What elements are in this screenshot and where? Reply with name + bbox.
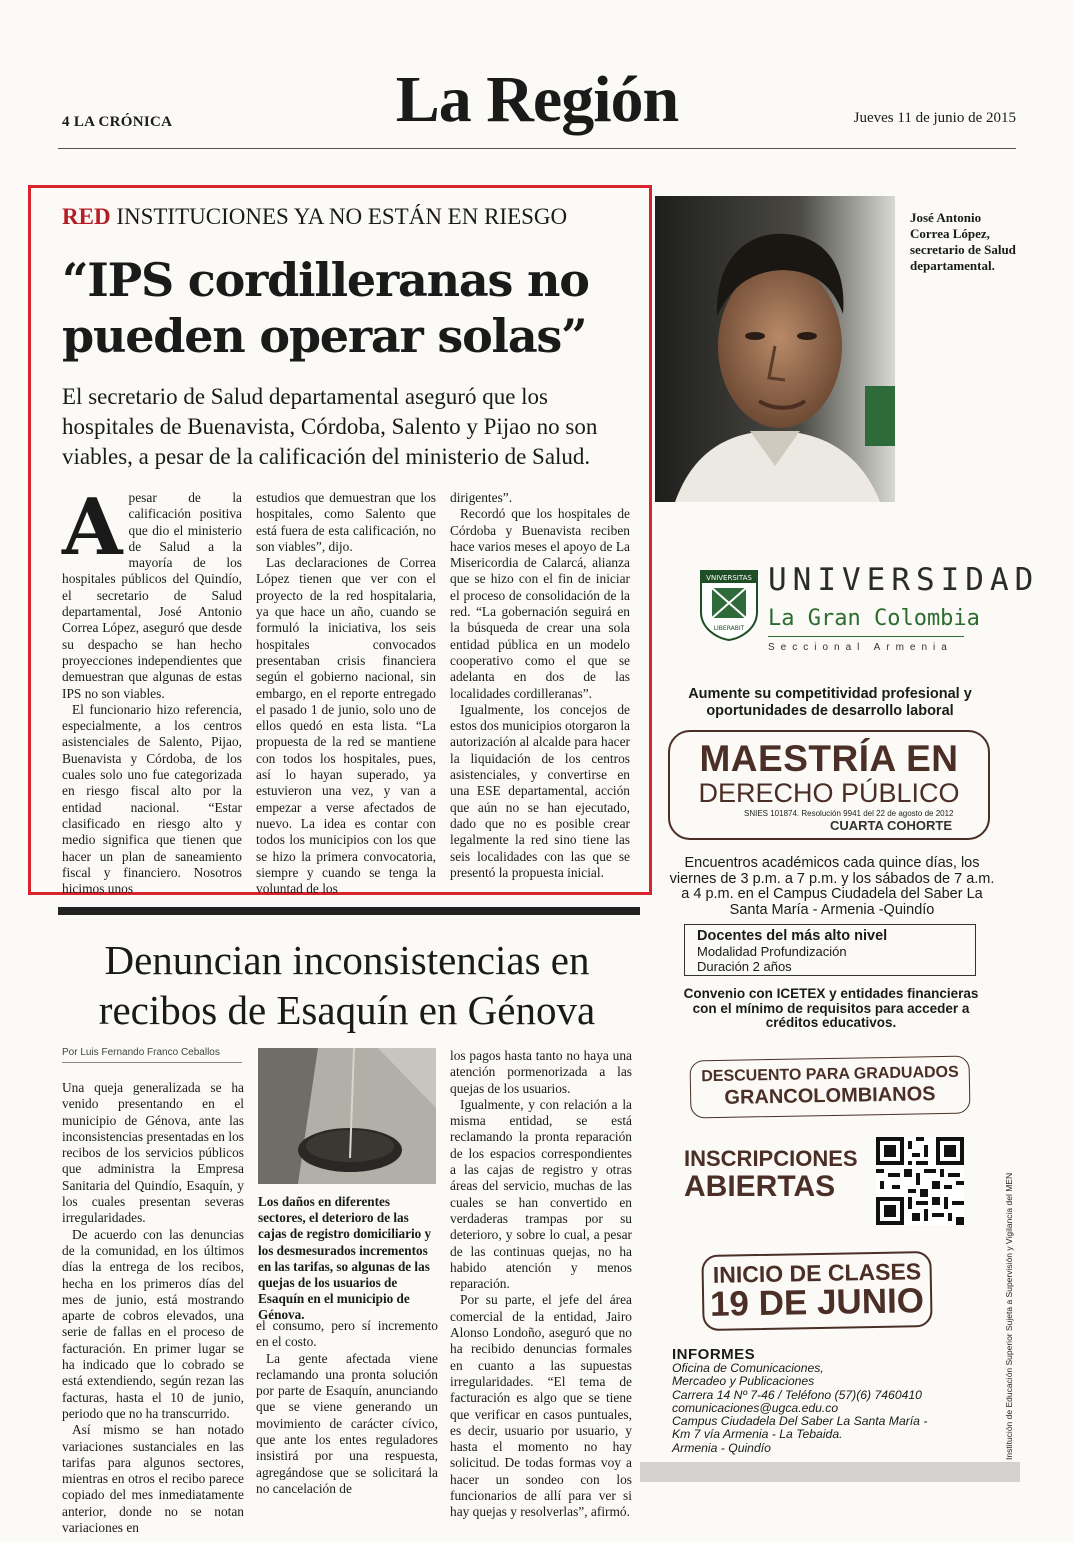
paragraph: pesar de la calificación positiva que dio el ministerio de Salud a la mayoría de los hospitales públicos del Quindío, el secretario de Salud departamental, José Antonio Correa López, aseguró que desde su despacho se han hecho proyecciones independientes que demuestran que algunas de estas IPS no son viables.: [62, 490, 242, 701]
university-shield-icon: [698, 568, 760, 642]
duration: Duración 2 años: [697, 958, 792, 974]
contact-line: Armenia - Quindío: [672, 1440, 771, 1455]
ad-lead: Aumente su competitividad profesional y oportunidades de desarrollo laboral: [688, 686, 972, 719]
university-rule: [768, 636, 964, 637]
paragraph: La gente afectada viene reclamando una pronta solución por parte de Esaquín, anunciando que se viene generando un movimiento de carácter cívico, que ante los entes reguladores insistirá por una respuesta, agregándose que se solicitará la no cancelación de: [256, 1350, 438, 1496]
schedule-text: Encuentros académicos cada quince días, los viernes de 3 p.m. a 7 p.m. y los sábados de 7 a.m. a 4 p.m. en el Campus Ciudadela del Saber La Santa María - Armenia -Quindío: [669, 855, 995, 918]
header-rule: [58, 148, 1016, 149]
issue-date: Jueves 11 de junio de 2015: [853, 110, 1016, 126]
faculty-title: Docentes del más alto nivel: [697, 928, 888, 944]
cohort-label: CUARTA COHORTE: [830, 818, 953, 833]
section-title: La Región: [395, 63, 679, 136]
contact-line: Campus Ciudadela Del Saber La Santa María -: [672, 1414, 928, 1429]
paragraph: los pagos hasta tanto no haya una atención pormenorizada a las quejas de los usuarios.: [450, 1048, 632, 1096]
article-column-1: [62, 1080, 244, 1536]
paragraph: Las declaraciones de Correa López tienen que ver con el proyecto de la red hospitalaria, ya que hace un año, cuando se formuló la iniciativa, los seis hospitales convocados presentaban crisis financiera según el gobierno nacional, sin embargo, en el reporte entregado el pasado 1 de junio, solo uno de ellos quedó en esta lista. “La propuesta de la red se mantiene con todos los hospitales, pues, así lo hayan superado, ya estuvieron una vez, y van a empezar a verse afectados de nuevo. La idea es contar con todos los municipios con los que se hizo la primera convocatoria, siempre y cuando se tenga la voluntad de los: [256, 555, 436, 897]
drop-cap: A: [62, 482, 123, 573]
shield-bottom-text: LIBERABIT: [713, 625, 745, 632]
shield-top-text: VNIVERSITAS: [706, 574, 752, 582]
snies-note: SNIES 101874. Resolución 9941 del 22 de agosto de 2012: [744, 809, 954, 818]
enrollment-line-2: ABIERTAS: [684, 1170, 836, 1203]
paragraph: El funcionario hizo referencia, especialmente, a los centros asistenciales de Salento, Pijao, Buenavista y Córdoba, de los cuales solo uno fue categorizada en riesgo fiscal alto por la entidad nacional. “Estar clasificado en riesgo alto y medio significa que tienen que hacer un plan de saneamiento fiscal y financiero. Nosotros hicimos unos: [62, 701, 242, 897]
bottom-band: [640, 1462, 1020, 1482]
portrait-photo: [655, 196, 895, 502]
program-line-2: DERECHO PÚBLICO: [698, 778, 960, 808]
paragraph: De acuerdo con las denuncias de la comunidad, en los últimos días la entrega de los recibos, hecha en los primeros días del mes de junio, está mostrando aparte de cobros elevados, una serie de fallas en el proceso de facturación. En primer lugar se ha indicado que lo cobrado se está extendiendo, según rezan las facturas, hasta el 10 de junio, periodo que no ha transcurrido.: [62, 1226, 244, 1421]
portrait-illustration: [655, 196, 895, 502]
paragraph: estudios que demuestran que los hospitales, como Salento que está fuera de esta calificación, no son viables”, dijo.: [256, 490, 436, 554]
paragraph: Una queja generalizada se ha venido presentando en el municipio de Génova, ante las inconsistencias presentadas en los recibos de los servicios públicos que administra la Empresa Sanitaria del Quindío, Esaquín, y los cuales presentan severas irregularidades.: [62, 1080, 244, 1226]
street-photo: [258, 1048, 436, 1184]
photo-caption: Los daños en diferentes sectores, el deterioro de las cajas de registro domiciliario y los desmesurados incrementos en las tarifas, so algunas de las quejas de los usuarios de Esaquín en el municipio de Génova.: [258, 1194, 432, 1323]
program-line-1: MAESTRÍA EN: [699, 738, 959, 779]
contact-title: INFORMES: [672, 1346, 756, 1363]
article-dek: El secretario de Salud departamental aseguró que los hospitales de Buenavista, Córdoba, Salento y Pijao no son viables, a pesar de la calificación del ministerio de Salud.: [62, 384, 598, 469]
paragraph: dirigentes”.: [450, 490, 513, 505]
qr-code-icon: [876, 1137, 964, 1225]
paragraph: Así mismo se han notado variaciones sustanciales en las tarifas para algunos sectores, mientras en otros el recibo parece copiado del mes inmediatamente anterior, donde no se notan variaciones en: [62, 1422, 244, 1536]
kicker-text: INSTITUCIONES YA NO ESTÁN EN RIESGO: [110, 204, 568, 229]
paragraph: el consumo, pero sí incremento en el costo.: [256, 1318, 438, 1350]
paragraph: Igualmente, y con relación a la misma entidad, se está reclamando la pronta reparación de los espacios correspondientes a las cajas de registro y otras áreas del servicio, muchas de las cuales se han convertido en verdaderas trampas por su deterioro, y sobre lo cual, a pesar de las continuas quejas, no ha habido atención y menos reparación.: [450, 1096, 632, 1292]
contact-line: Carrera 14 Nº 7-46 / Teléfono (57)(6) 7460410: [672, 1387, 922, 1402]
paragraph: Recordó que los hospitales de Córdoba y Buenavista reciben hace varios meses el apoyo de La Misericordia de Calarcá, alianza que se hizo con el fin de iniciar el proceso de consolidación de la red. “La gobernación seguirá en la búsqueda de crear una sola entidad pública en un modelo cooperativo como el que se adelanta en dos de las localidades cordilleranas”.: [450, 506, 630, 701]
contact-line: Oficina de Comunicaciones,: [672, 1361, 824, 1375]
shield-icon: [698, 568, 760, 642]
photo-caption: José Antonio Correa López, secretario de Salud departamental.: [910, 210, 1016, 273]
article-column-2: [256, 1318, 438, 1497]
article-column-3: [450, 490, 630, 881]
contact-line: Mercadeo y Publicaciones: [672, 1374, 815, 1389]
contact-line: Km 7 vía Armenia - La Tebaida.: [672, 1427, 843, 1442]
byline-rule: [62, 1062, 242, 1063]
contact-details: [672, 1362, 927, 1455]
vertical-note-text: Institución de Educación Superior Sujeta a Supervisión y Vigilancia del MEN: [1004, 1172, 1014, 1460]
accreditation-note: [1000, 1164, 1016, 1464]
article-column-1: [62, 482, 242, 897]
byline: Por Luis Fernando Franco Ceballos: [62, 1047, 220, 1058]
discount-line-1: DESCUENTO PARA GRADUADOS: [701, 1063, 959, 1086]
article-kicker: [62, 204, 567, 230]
university-name: La Gran Colombia: [768, 606, 980, 631]
article-column-2: [256, 490, 436, 897]
street-illustration: [258, 1048, 436, 1184]
contact-line: comunicaciones@ugca.edu.co: [672, 1400, 839, 1415]
article-column-3: [450, 1048, 632, 1521]
program-details: [697, 945, 847, 974]
start-date-line-1: INICIO DE CLASES: [712, 1258, 922, 1288]
financing-note: Convenio con ICETEX y entidades financieras con el mínimo de requisitos para acceder a créditos educativos.: [683, 986, 979, 1030]
university-seccional: Seccional Armenia: [768, 642, 953, 653]
qr-icon: [876, 1137, 964, 1225]
kicker-tag: RED: [62, 204, 111, 229]
article-headline: “IPS cordilleranas no pueden operar solas”: [62, 253, 589, 363]
vertical-note: [1000, 1164, 1016, 1464]
paragraph: Igualmente, los concejos de estos dos municipios otorgaron la autorización al alcalde para hacer la liquidación de los centros asistenciales, y convertirse en una ESE departamental, acción que aún no se han ejecutado, dado que no es posible crear legalmente la red sino tiene las seis localidades con las que se presentó la propuesta inicial.: [450, 701, 630, 880]
enrollment-line-1: INSCRIPCIONES: [684, 1146, 858, 1171]
university-label: UNIVERSIDAD: [768, 562, 1040, 598]
discount-line-2: GRANCOLOMBIANOS: [724, 1083, 936, 1109]
paragraph: Por su parte, el jefe del área comercial de la entidad, Jairo Alonso Londoño, aseguró que no ha recibido denuncias formales en cuanto a las supuestas irregularidades. “El tema de facturación es algo que se tiene que verificar en casos puntuales, es decir, usuario por usuario, y hasta el momento no hay solicitud. De todas formas voy a hacer un sondeo con los funcionarios de allí para ver si hay quejas y resolverlas”, afirmó.: [450, 1292, 632, 1520]
page-label: 4 LA CRÓNICA: [62, 114, 173, 130]
modality: Modalidad Profundización: [697, 944, 847, 959]
start-date-line-2: 19 DE JUNIO: [709, 1281, 925, 1324]
article-headline: Denuncian inconsistencias en recibos de Esaquín en Génova: [98, 937, 596, 1033]
section-divider: [58, 907, 640, 915]
